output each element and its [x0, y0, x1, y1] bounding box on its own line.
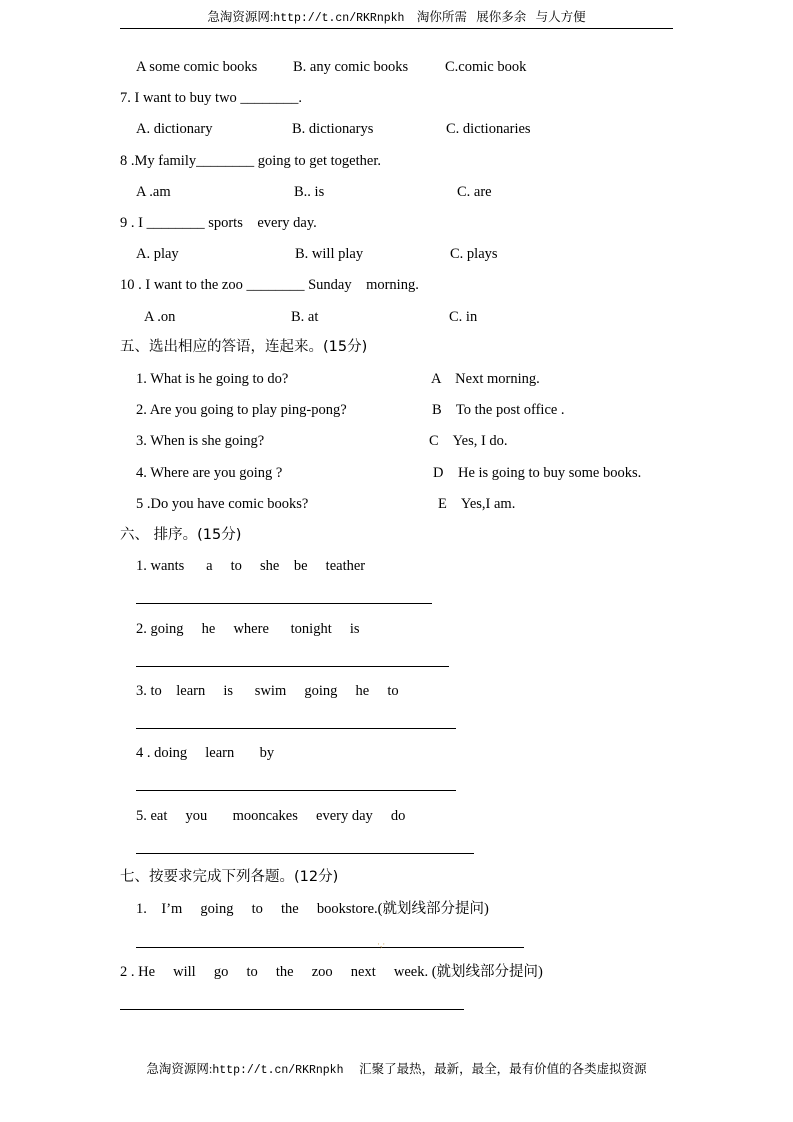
- footer-slogan: 汇聚了最热，最新，最全，最有价值的各类虚拟资源: [343, 1062, 647, 1076]
- section5-question: 5 .Do you have comic books?: [136, 496, 309, 512]
- answer-line[interactable]: [136, 666, 449, 667]
- q7-option-b: B. dictionarys: [292, 121, 374, 137]
- section5-answer: E Yes,I am.: [438, 496, 516, 512]
- section6-item: 3. to learn is swim going he to: [136, 683, 399, 699]
- q10-option-b: B. at: [291, 309, 319, 325]
- section7-item: 2 . He will go to the zoo next week. (就划线部分提问): [120, 964, 543, 980]
- section5-question: 1. What is he going to do?: [136, 371, 289, 387]
- answer-line[interactable]: [136, 728, 456, 729]
- q9-option-c: C. plays: [450, 246, 498, 262]
- section5-answer: D He is going to buy some books.: [433, 465, 642, 481]
- header-slogan: 淘你所需 展你多余 与人方便: [404, 10, 586, 24]
- q9-stem: 9 . I ________ sports every day.: [120, 215, 317, 231]
- section7-title: 七、按要求完成下列各题。(12分): [120, 869, 339, 885]
- section5-answer: C Yes, I do.: [429, 433, 508, 449]
- section6-item: 2. going he where tonight is: [136, 621, 360, 637]
- header-site: 急淘资源网:: [207, 10, 274, 24]
- page-footer: [0, 1060, 793, 1080]
- q6-option-b: B. any comic books: [293, 59, 409, 75]
- q8-option-b: B.. is: [294, 184, 325, 200]
- section6-item: 1. wants a to she be teather: [136, 558, 366, 574]
- q9-option-b: B. will play: [295, 246, 364, 262]
- q9-option-a: A. play: [136, 246, 179, 262]
- section5-question: 3. When is she going?: [136, 433, 265, 449]
- section6-item: 5. eat you mooncakes every day do: [136, 808, 406, 824]
- tiny-mark-icon: ·,·: [377, 939, 386, 949]
- footer-url[interactable]: http://t.cn/RKRnpkh: [212, 1064, 344, 1077]
- q10-option-c: C. in: [449, 309, 478, 325]
- q10-option-a: A .on: [144, 309, 176, 325]
- answer-line[interactable]: [120, 1009, 464, 1010]
- q6-option-c: C.comic book: [445, 59, 527, 75]
- section5-question: 4. Where are you going ?: [136, 465, 283, 481]
- q8-option-c: C. are: [457, 184, 492, 200]
- answer-line[interactable]: [136, 603, 432, 604]
- answer-line[interactable]: [136, 853, 474, 854]
- q7-option-c: C. dictionaries: [446, 121, 531, 137]
- q7-stem: 7. I want to buy two ________.: [120, 90, 303, 106]
- section5-answer: B To the post office .: [432, 402, 565, 418]
- q10-stem: 10 . I want to the zoo ________ Sunday morning.: [120, 277, 419, 293]
- q6-option-a: A some comic books: [136, 59, 258, 75]
- q8-stem: 8 .My family________ going to get together.: [120, 153, 381, 169]
- q7-option-a: A. dictionary: [136, 121, 213, 137]
- section6-title: 六、 排序。(15分): [120, 527, 242, 543]
- page-header: [120, 6, 673, 29]
- header-url[interactable]: http://t.cn/RKRnpkh: [273, 12, 405, 25]
- answer-line[interactable]: [136, 790, 456, 791]
- q8-option-a: A .am: [136, 184, 171, 200]
- section5-question: 2. Are you going to play ping-pong?: [136, 402, 347, 418]
- section5-title: 五、选出相应的答语，连起来。(15分): [120, 339, 368, 355]
- answer-line[interactable]: [136, 947, 524, 948]
- footer-site: 急淘资源网:: [146, 1062, 213, 1076]
- section5-answer: A Next morning.: [431, 371, 540, 387]
- section7-item: 1. I’m going to the bookstore.(就划线部分提问): [136, 901, 489, 917]
- section6-item: 4 . doing learn by: [136, 745, 275, 761]
